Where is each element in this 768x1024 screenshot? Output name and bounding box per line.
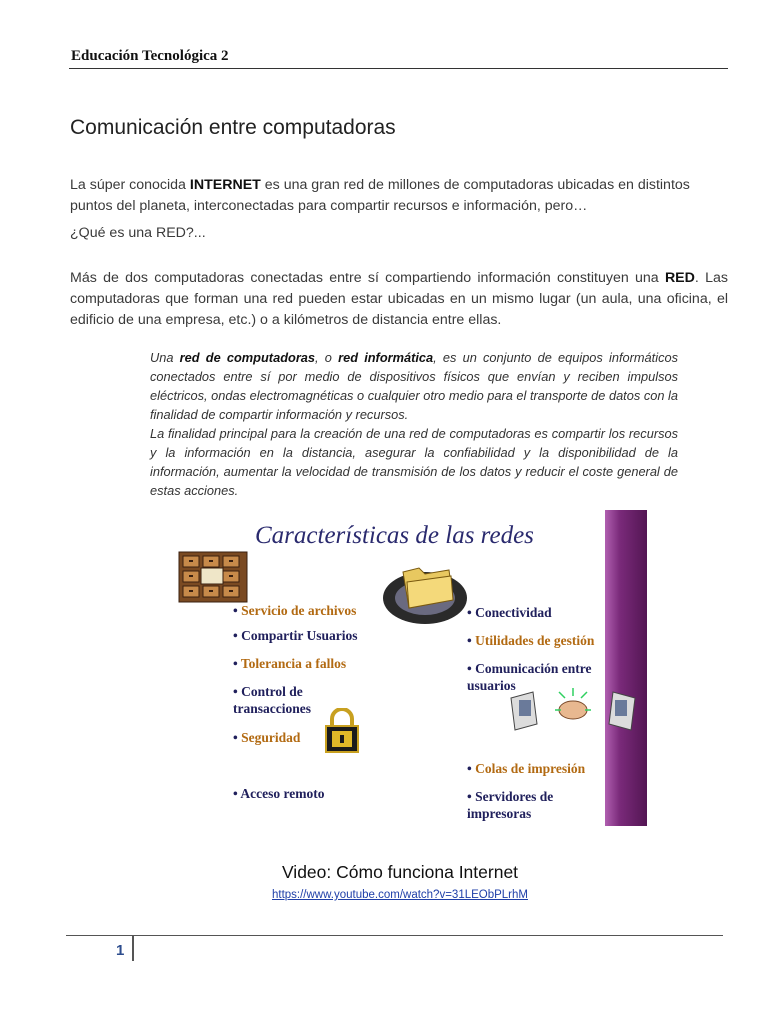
feature-comunicacion-usuarios: • Comunicación entre usuarios — [467, 661, 592, 693]
network-characteristics-slide — [173, 510, 647, 826]
page-number-bar — [132, 936, 134, 961]
header-divider — [69, 68, 728, 69]
footer-divider — [66, 935, 723, 936]
file-cabinet-icon — [177, 550, 249, 604]
p3-text-start: Más de dos computadoras conectadas entre sí compartiendo información constituyen una — [70, 270, 665, 286]
feature-acceso-remoto: • Acceso remoto — [233, 786, 325, 801]
feature-seguridad: • Seguridad — [233, 730, 301, 745]
feature-tolerancia-fallos: • Tolerancia a fallos — [233, 656, 347, 671]
slide-title: Características de las redes — [255, 522, 534, 549]
feature-compartir-usuarios: • Compartir Usuarios — [233, 628, 358, 643]
feature-control-transacciones: • Control de transacciones — [233, 684, 311, 716]
p1-bold-internet: INTERNET — [189, 177, 261, 193]
paragraph-question: ¿Qué es una RED?... — [70, 225, 206, 241]
paragraph-internet — [70, 175, 728, 217]
quote-text-e: , es un conjunto de equipos informáticos conectados entre sí por medio de dispositivos físicos que envían y reciben impulsos eléctricos, ondas electromagnéticas o cualquier otro medio para el transporte de datos con la finalidad de compartir información y recursos. — [150, 350, 678, 422]
quote-text-a: Una — [150, 350, 180, 365]
handshake-computers-icon — [507, 686, 639, 738]
padlock-icon — [323, 708, 361, 754]
video-title: Video: Cómo funciona Internet — [281, 862, 519, 882]
feature-servicio-archivos: • Servicio de archivos — [233, 603, 357, 618]
p1-text-start: La súper conocida — [70, 177, 190, 193]
feature-servidores-impresoras: • Servidores de impresoras — [467, 789, 554, 821]
section-title: Comunicación entre computadoras — [70, 116, 396, 139]
quote-text-c: , o — [315, 350, 339, 365]
quote-block — [150, 348, 678, 500]
p3-text-end: . Las computadoras que forman una red pueden estar ubicadas en un mismo lugar (un aula, una oficina, el edificio de una empresa, etc.) o a kilómetros de distancia entre ellas. — [70, 270, 728, 328]
p1-text-end: es una gran red de millones de computadoras ubicadas en distintos puntos del planeta, interconectadas para compartir recursos e información, pero… — [70, 177, 690, 214]
document-header-title: Educación Tecnológica 2 — [71, 48, 229, 64]
p3-bold-red: RED — [664, 270, 695, 286]
quote-text-f: La finalidad principal para la creación de una red de computadoras es compartir los recursos y la información en la distancia, asegurar la confiabilidad y la disponibilidad de la información, aumentar la velocidad de transmisión de los datos y reducir el coste general de estas acciones. — [150, 426, 678, 498]
feature-colas-impresion: • Colas de impresión — [467, 761, 586, 776]
paragraph-red-definition — [70, 268, 728, 331]
video-link[interactable]: https://www.youtube.com/watch?v=31LEObPLrhM — [271, 889, 528, 901]
feature-utilidades-gestion: • Utilidades de gestión — [467, 633, 595, 648]
folder-disk-icon — [379, 560, 471, 628]
quote-bold-red-informatica: red informática — [338, 350, 434, 365]
quote-bold-red-de-computadoras: red de computadoras — [179, 350, 316, 365]
page-number: 1 — [116, 942, 125, 959]
feature-conectividad: • Conectividad — [467, 605, 552, 620]
